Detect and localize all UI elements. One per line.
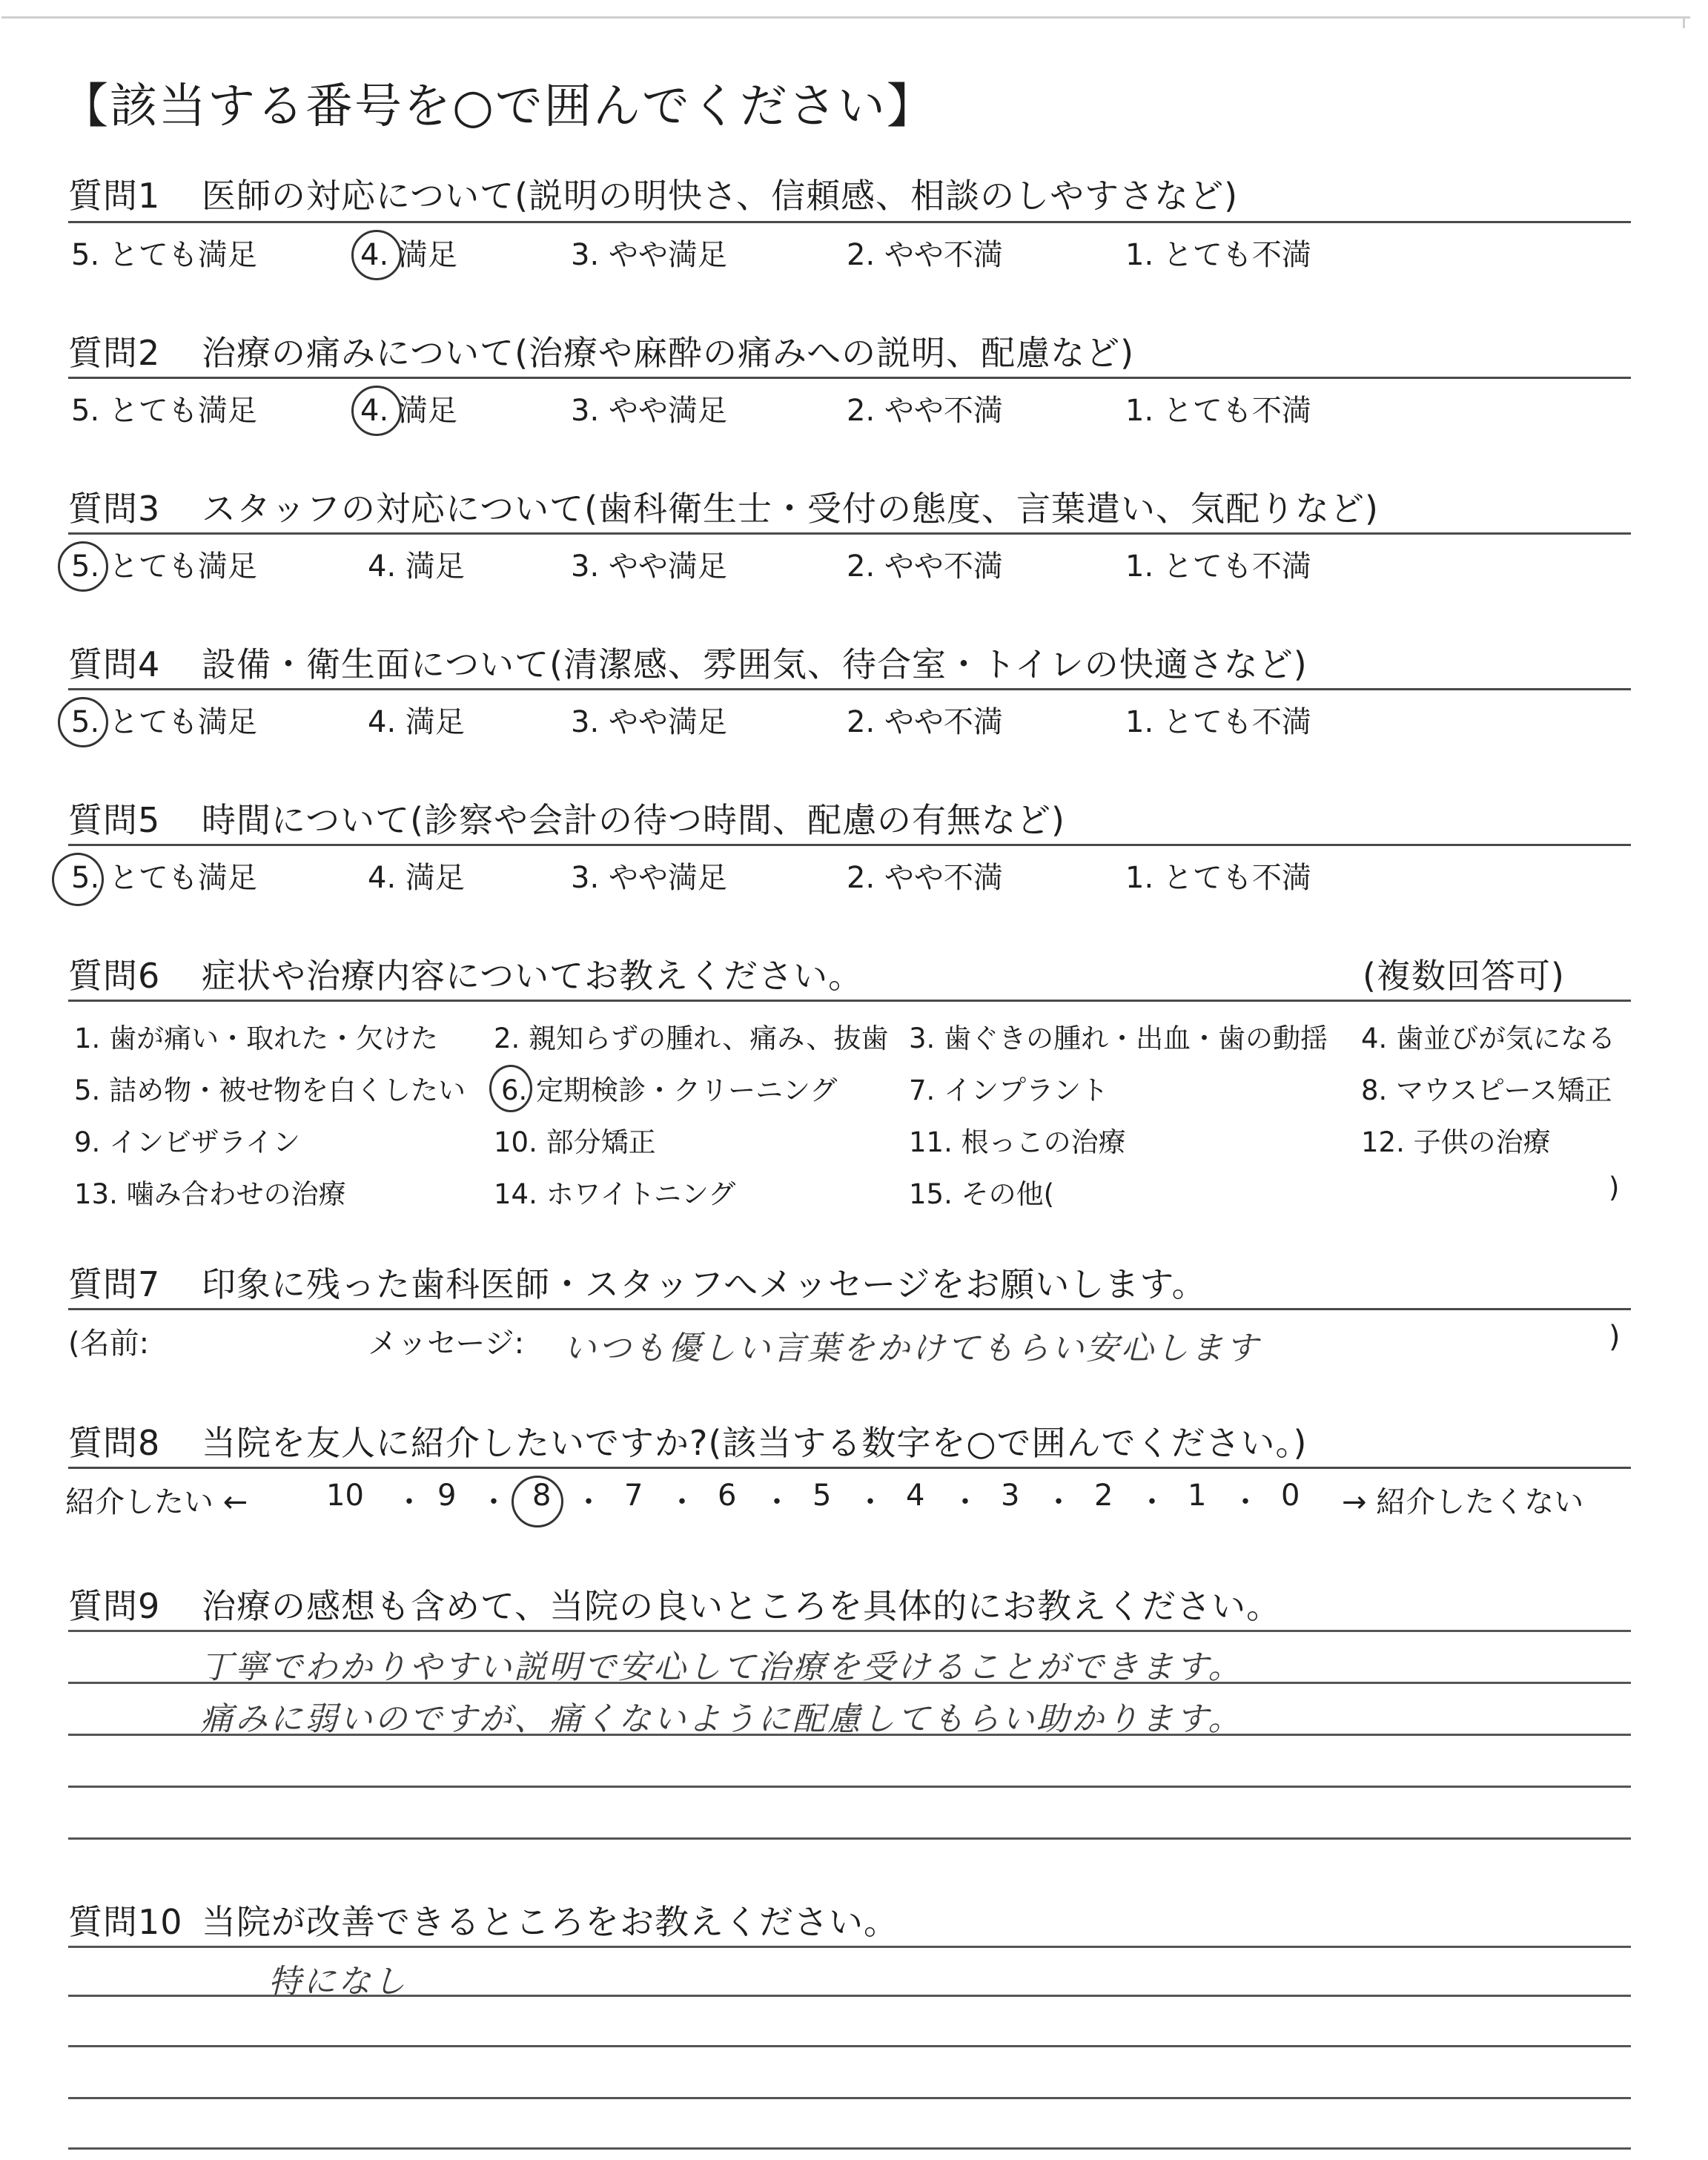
answer-line: [68, 1734, 1631, 1736]
q3-option-2[interactable]: 2. やや不満: [847, 549, 1003, 584]
q2-option-4[interactable]: 4. 満足: [360, 394, 457, 428]
q8-scale-8[interactable]: 8: [532, 1479, 552, 1513]
q8-right-label: → 紹介したくない: [1342, 1485, 1584, 1519]
q8-scale-0[interactable]: 0: [1281, 1479, 1300, 1513]
question-4: 質問4 設備・衛生面について(清潔感、雰囲気、待合室・トイレの快適さなど): [68, 644, 1308, 684]
q5-option-1[interactable]: 1. とても不満: [1125, 861, 1311, 895]
q3-option-3[interactable]: 3. やや満足: [571, 549, 727, 584]
q6-selection-circle: [489, 1065, 532, 1112]
q8-scale-10[interactable]: 10: [326, 1479, 364, 1513]
rule: [68, 1000, 1631, 1002]
q5-option-3[interactable]: 3. やや満足: [571, 861, 727, 895]
q9-answer-line-2: 痛みに弱いのですが、痛くないように配慮してもらい助かります。: [200, 1700, 1243, 1738]
q2-option-3[interactable]: 3. やや満足: [571, 394, 727, 428]
q2-option-5[interactable]: 5. とても満足: [71, 394, 257, 428]
q8-scale-6[interactable]: 6: [718, 1479, 737, 1513]
q6-multiple-note: (複数回答可): [1363, 956, 1565, 996]
q9-answer-line-1: 丁寧でわかりやすい説明で安心して治療を受けることができます。: [200, 1648, 1243, 1686]
rule: [68, 1467, 1631, 1469]
q5-option-2[interactable]: 2. やや不満: [847, 861, 1003, 895]
q5-option-5[interactable]: 5. とても満足: [71, 861, 257, 895]
q6-option-14[interactable]: 14. ホワイトニング: [494, 1178, 736, 1210]
q6-option-10[interactable]: 10. 部分矯正: [494, 1126, 656, 1158]
q4-option-3[interactable]: 3. やや満足: [571, 705, 727, 739]
rule: [68, 532, 1631, 535]
dot: ・: [394, 1485, 424, 1519]
q6-option-2[interactable]: 2. 親知らずの腫れ、痛み、抜歯: [494, 1023, 889, 1054]
q6-other-close: ): [1609, 1172, 1620, 1203]
q3-option-1[interactable]: 1. とても不満: [1125, 549, 1311, 584]
dot: ・: [1137, 1485, 1167, 1519]
q6-option-15[interactable]: 15. その他(: [909, 1178, 1055, 1210]
q6-option-9[interactable]: 9. インビザライン: [74, 1126, 300, 1158]
q4-option-1[interactable]: 1. とても不満: [1125, 705, 1311, 739]
answer-line: [68, 1630, 1631, 1632]
dot: ・: [1231, 1485, 1260, 1519]
q8-scale-7[interactable]: 7: [624, 1479, 643, 1513]
q8-scale-5[interactable]: 5: [812, 1479, 832, 1513]
q7-message-answer: いつも優しい言葉をかけてもらい安心します: [563, 1330, 1260, 1367]
answer-line: [68, 1837, 1631, 1840]
dot: ・: [762, 1485, 792, 1519]
q4-selection-circle: [58, 697, 108, 747]
answer-line: [68, 1786, 1631, 1788]
page-frame-top: [1, 16, 1690, 19]
rule: [68, 221, 1631, 223]
q1-option-1[interactable]: 1. とても不満: [1125, 238, 1311, 272]
answer-line: [68, 1995, 1631, 1997]
q1-option-4[interactable]: 4. 満足: [360, 238, 457, 272]
dot: ・: [1044, 1485, 1073, 1519]
q6-option-4[interactable]: 4. 歯並びが気になる: [1361, 1023, 1616, 1054]
dot: ・: [855, 1485, 885, 1519]
answer-line: [68, 1682, 1631, 1684]
q6-option-1[interactable]: 1. 歯が痛い・取れた・欠けた: [74, 1023, 439, 1054]
q8-selection-circle: [512, 1476, 563, 1527]
q5-option-4[interactable]: 4. 満足: [368, 861, 465, 895]
q6-option-8[interactable]: 8. マウスピース矯正: [1361, 1074, 1612, 1106]
q8-left-label: 紹介したい ←: [65, 1485, 248, 1519]
question-7: 質問7 印象に残った歯科医師・スタッフへメッセージをお願いします。: [68, 1264, 1207, 1304]
q2-option-1[interactable]: 1. とても不満: [1125, 394, 1311, 428]
dot: ・: [574, 1485, 603, 1519]
q2-option-2[interactable]: 2. やや不満: [847, 394, 1003, 428]
q1-option-5[interactable]: 5. とても満足: [71, 238, 257, 272]
q6-option-13[interactable]: 13. 噛み合わせの治療: [74, 1178, 346, 1210]
page-frame-corner: [1683, 16, 1685, 28]
q8-scale-2[interactable]: 2: [1094, 1479, 1113, 1513]
q1-selection-circle: [351, 230, 402, 280]
q1-option-3[interactable]: 3. やや満足: [571, 238, 727, 272]
q8-scale-3[interactable]: 3: [1001, 1479, 1020, 1513]
q3-selection-circle: [58, 541, 108, 592]
q10-answer: 特になし: [268, 1963, 408, 2001]
question-8: 質問8 当院を友人に紹介したいですか?(該当する数字を○で囲んでください。): [68, 1423, 1308, 1463]
question-10: 質問10 当院が改善できるところをお教えください。: [68, 1902, 898, 1942]
rule: [68, 1308, 1631, 1310]
q6-option-7[interactable]: 7. インプラント: [909, 1074, 1109, 1106]
question-6: 質問6 症状や治療内容についてお教えください。: [68, 956, 864, 996]
q5-selection-circle: [52, 853, 104, 906]
q3-option-4[interactable]: 4. 満足: [368, 549, 465, 584]
q6-option-12[interactable]: 12. 子供の治療: [1361, 1126, 1551, 1158]
q8-scale-9[interactable]: 9: [437, 1479, 457, 1513]
q1-option-2[interactable]: 2. やや不満: [847, 238, 1003, 272]
dot: ・: [479, 1485, 509, 1519]
q6-option-5[interactable]: 5. 詰め物・被せ物を白くしたい: [74, 1074, 466, 1106]
page-title: 【該当する番号を○で囲んでください】: [61, 79, 936, 134]
dot: ・: [950, 1485, 980, 1519]
q7-close: ): [1609, 1320, 1621, 1354]
rule: [68, 844, 1631, 846]
q7-name-label: (名前:: [68, 1327, 150, 1361]
question-2: 質問2 治療の痛みについて(治療や麻酔の痛みへの説明、配慮など): [68, 333, 1135, 373]
q6-option-6[interactable]: 6. 定期検診・クリーニング: [501, 1074, 838, 1106]
q6-option-3[interactable]: 3. 歯ぐきの腫れ・出血・歯の動揺: [909, 1023, 1328, 1054]
answer-line: [68, 2097, 1631, 2099]
question-3: 質問3 スタッフの対応について(歯科衛生士・受付の態度、言葉遣い、気配りなど): [68, 489, 1379, 529]
question-9: 質問9 治療の感想も含めて、当院の良いところを具体的にお教えください。: [68, 1586, 1282, 1626]
q7-message-label: メッセージ:: [368, 1327, 525, 1361]
answer-line: [68, 1946, 1631, 1948]
q3-option-5[interactable]: 5. とても満足: [71, 549, 257, 584]
q6-option-11[interactable]: 11. 根っこの治療: [909, 1126, 1126, 1158]
answer-line: [68, 2045, 1631, 2047]
q4-option-5[interactable]: 5. とても満足: [71, 705, 257, 739]
rule: [68, 688, 1631, 690]
rule: [68, 377, 1631, 379]
q8-scale-4[interactable]: 4: [906, 1479, 925, 1513]
answer-line: [68, 2147, 1631, 2150]
question-5: 質問5 時間について(診察や会計の待つ時間、配慮の有無など): [68, 800, 1065, 840]
q8-scale-1[interactable]: 1: [1188, 1479, 1207, 1513]
q2-selection-circle: [351, 386, 402, 436]
q4-option-2[interactable]: 2. やや不満: [847, 705, 1003, 739]
dot: ・: [667, 1485, 697, 1519]
q4-option-4[interactable]: 4. 満足: [368, 705, 465, 739]
question-1: 質問1 医師の対応について(説明の明快さ、信頼感、相談のしやすさなど): [68, 176, 1239, 216]
